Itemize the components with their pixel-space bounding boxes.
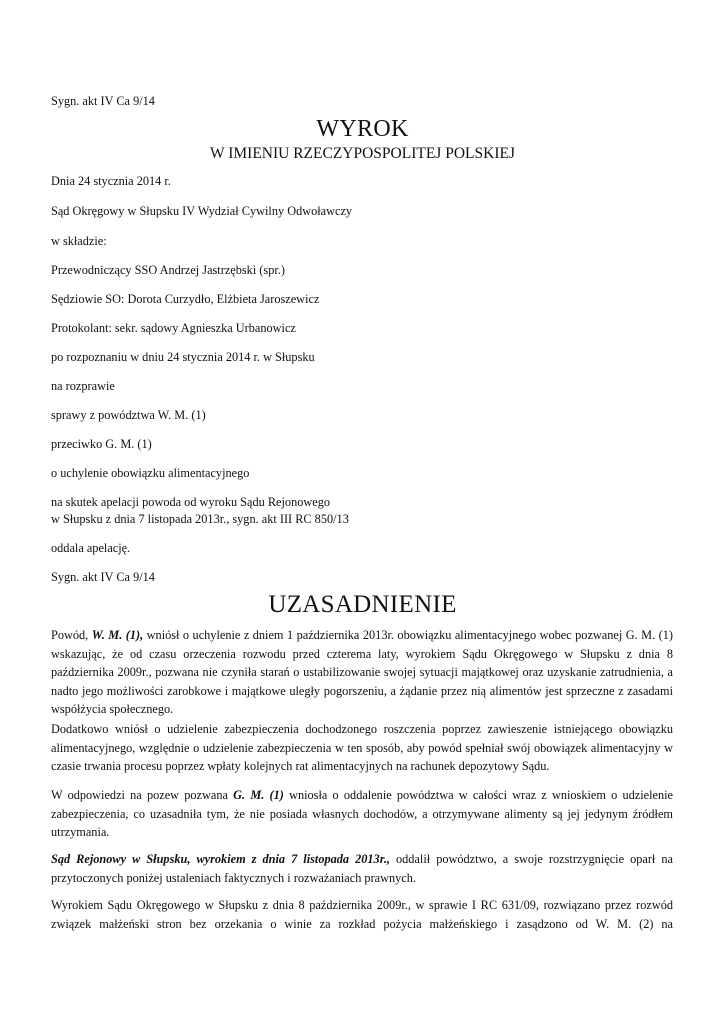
appeal-info-line2: w Słupsku z dnia 7 listopada 2013r., sygn. akt III RC 850/13 xyxy=(51,512,349,526)
party-name-emphasis: G. M. (1) xyxy=(233,788,284,802)
party-name-emphasis: W. M. (1), xyxy=(91,628,144,642)
paragraph-text: wniósł o uchylenie z dniem 1 października 2013r. obowiązku alimentacyjnego wobec pozwanej G. M. (1) wskazując, że od czasu orzeczenia rozwodu przed czterema laty, wyrokiem Sądu Okręgowego w Słupsku z dnia 8 października 2009r., pozwana nie czyniła starań o ustabilizowanie swojej sytuacji majątkowej oraz uzyskanie zatrudnienia, a nadto jego możliwości zarobkowe i majątkowe uległy pogorszeniu, a żądanie przez nią alimentów jest sprzeczne z zasadami współżycia społecznego. xyxy=(51,628,673,716)
judges: Sędziowie SO: Dorota Curzydło, Elżbieta Jaroszewicz xyxy=(51,292,320,306)
justification-signature: Sygn. akt IV Ca 9/14 xyxy=(51,570,155,584)
presiding-judge: Przewodniczący SSO Andrzej Jastrzębski (spr.) xyxy=(51,263,285,277)
paragraph-text: oddalił powództwo, a swoje rozstrzygnięcie oparł na przytoczonych poniżej ustaleniach faktycznych i rozważaniach prawnych. xyxy=(51,852,673,885)
court-clerk: Protokolant: sekr. sądowy Agnieszka Urbanowicz xyxy=(51,321,296,335)
case-signature: Sygn. akt IV Ca 9/14 xyxy=(51,94,155,108)
justification-paragraph-2: Dodatkowo wniósł o udzielenie zabezpieczenia dochodzonego roszczenia poprzez zawieszenie istniejącego obowiązku alimentacyjnego, względnie o udzielenie zabezpieczenia w ten sposób, aby powód spełniał swój obowiązek alimentacyjny w czasie trwania procesu poprzez wpłaty kolejnych rat alimentacyjnych na rachunek depozytowy Sądu. xyxy=(51,722,673,773)
justification-paragraph-1 xyxy=(51,626,673,719)
verdict-date: Dnia 24 stycznia 2014 r. xyxy=(51,174,171,188)
paragraph-text: wniosła o oddalenie powództwa w całości wraz z wnioskiem o udzielenie zabezpieczenia, co uzasadniła tym, że nie posiada własnych dochodów, a otrzymywane alimenty są jej jedynym źródłem utrzymania. xyxy=(51,788,674,839)
composition-label: w składzie: xyxy=(51,234,107,248)
justification-paragraph-4 xyxy=(51,850,673,887)
justification-paragraph-5: Wyrokiem Sądu Okręgowego w Słupsku z dnia 8 października 2009r., w sprawie I RC 631/09, rozwiązano przez rozwód związek małżeński stron bez orzekania o winie za rozkład pożycia małżeńskiego i zasądzono od W. M. (2) na xyxy=(51,898,673,931)
verdict-title: WYROK xyxy=(316,116,409,142)
case-subject: o uchylenie obowiązku alimentacyjnego xyxy=(51,466,250,480)
appeal-info-line1: na skutek apelacji powoda od wyroku Sądu Rejonowego xyxy=(51,495,331,509)
court-name: Sąd Okręgowy w Słupsku IV Wydział Cywilny Odwoławczy xyxy=(51,204,353,218)
ruling: oddala apelację. xyxy=(51,541,131,555)
verdict-subtitle: W IMIENIU RZECZYPOSPOLITEJ POLSKIEJ xyxy=(210,145,515,162)
paragraph-text: Powód, xyxy=(51,628,92,642)
defendant: przeciwko G. M. (1) xyxy=(51,437,152,451)
paragraph-text: W odpowiedzi na pozew pozwana xyxy=(51,788,234,802)
justification-title: UZASADNIENIE xyxy=(268,591,457,618)
justification-paragraph-3 xyxy=(51,786,673,842)
hearing-info: po rozpoznaniu w dniu 24 stycznia 2014 r. w Słupsku xyxy=(51,350,315,364)
case-parties: sprawy z powództwa W. M. (1) xyxy=(51,408,206,422)
court-ruling-emphasis: Sąd Rejonowy w Słupsku, wyrokiem z dnia 7 listopada 2013r., xyxy=(51,852,390,866)
trial-label: na rozprawie xyxy=(51,379,115,393)
